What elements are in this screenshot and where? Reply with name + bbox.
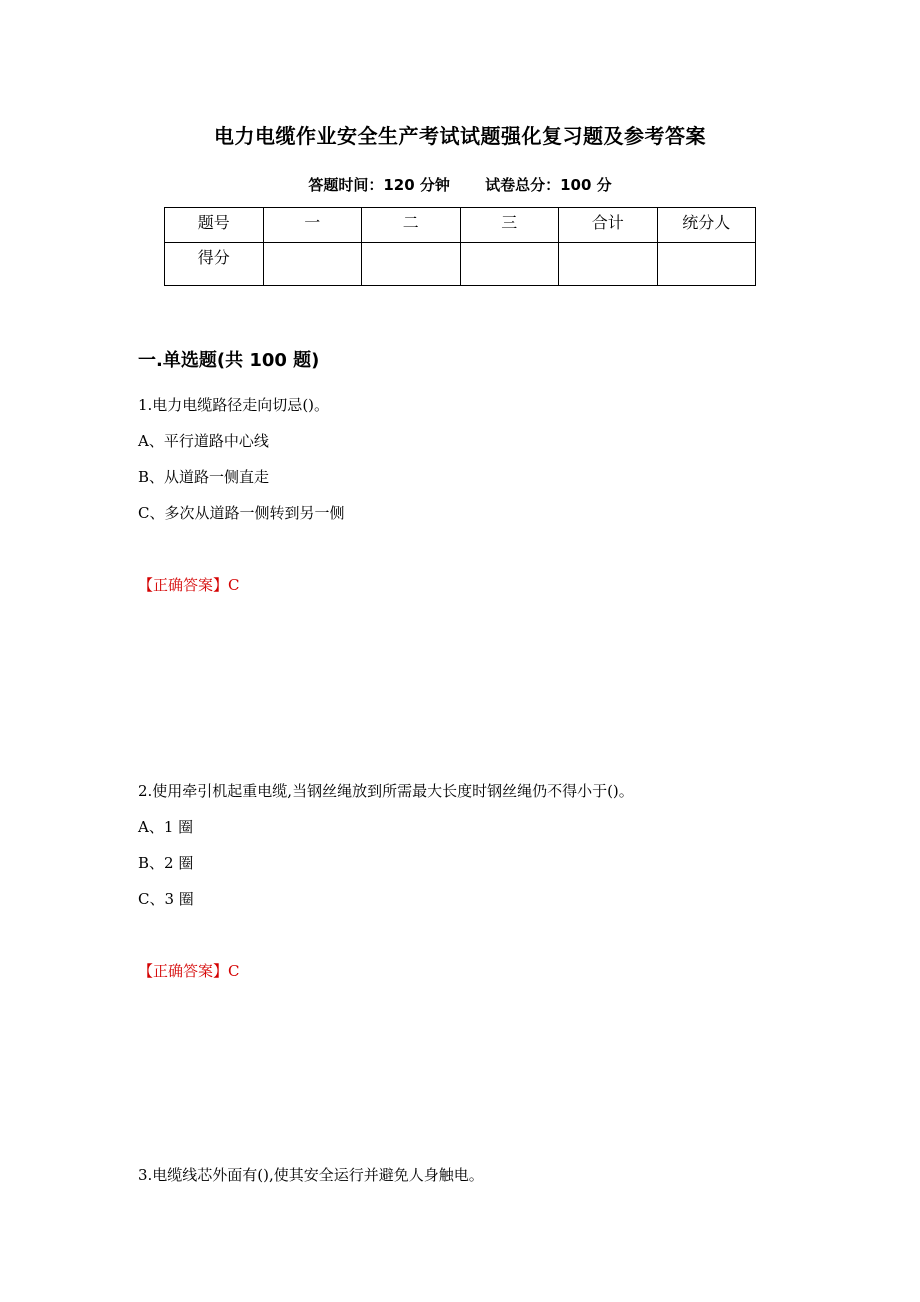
section-title: 一.单选题(共 100 题) <box>138 350 320 371</box>
score-cell <box>657 243 756 286</box>
score-table <box>164 207 756 286</box>
score-cell <box>460 243 559 286</box>
score-table-header-row <box>165 208 756 243</box>
score-table-score-row <box>165 243 756 286</box>
score-header-cell: 统分人 <box>657 208 756 243</box>
question-stem: 3.电缆线芯外面有(),使其安全运行并避免人身触电。 <box>138 1166 484 1184</box>
correct-answer: 【正确答案】C <box>138 962 240 980</box>
score-row-label: 得分 <box>165 243 264 286</box>
exam-total-score: 试卷总分：100 分 <box>485 176 612 194</box>
exam-info <box>0 174 920 195</box>
score-header-cell: 一 <box>263 208 362 243</box>
score-cell <box>362 243 461 286</box>
exam-time: 答题时间：120 分钟 <box>308 176 450 194</box>
question-stem: 1.电力电缆路径走向切忌()。 <box>138 396 330 414</box>
question-option: A、平行道路中心线 <box>138 432 269 450</box>
question-option: C、3 圈 <box>138 890 194 908</box>
score-header-cell: 三 <box>460 208 559 243</box>
question-option: B、2 圈 <box>138 854 194 872</box>
correct-answer: 【正确答案】C <box>138 576 240 594</box>
page-title: 电力电缆作业安全生产考试试题强化复习题及参考答案 <box>214 124 706 148</box>
score-cell <box>263 243 362 286</box>
question-option: A、1 圈 <box>138 818 194 836</box>
score-cell <box>559 243 658 286</box>
score-header-cell: 合计 <box>559 208 658 243</box>
question-stem: 2.使用牵引机起重电缆,当钢丝绳放到所需最大长度时钢丝绳仍不得小于()。 <box>138 782 634 800</box>
question-option: C、多次从道路一侧转到另一侧 <box>138 504 345 522</box>
score-header-cell: 题号 <box>165 208 264 243</box>
score-header-cell: 二 <box>362 208 461 243</box>
question-option: B、从道路一侧直走 <box>138 468 270 486</box>
